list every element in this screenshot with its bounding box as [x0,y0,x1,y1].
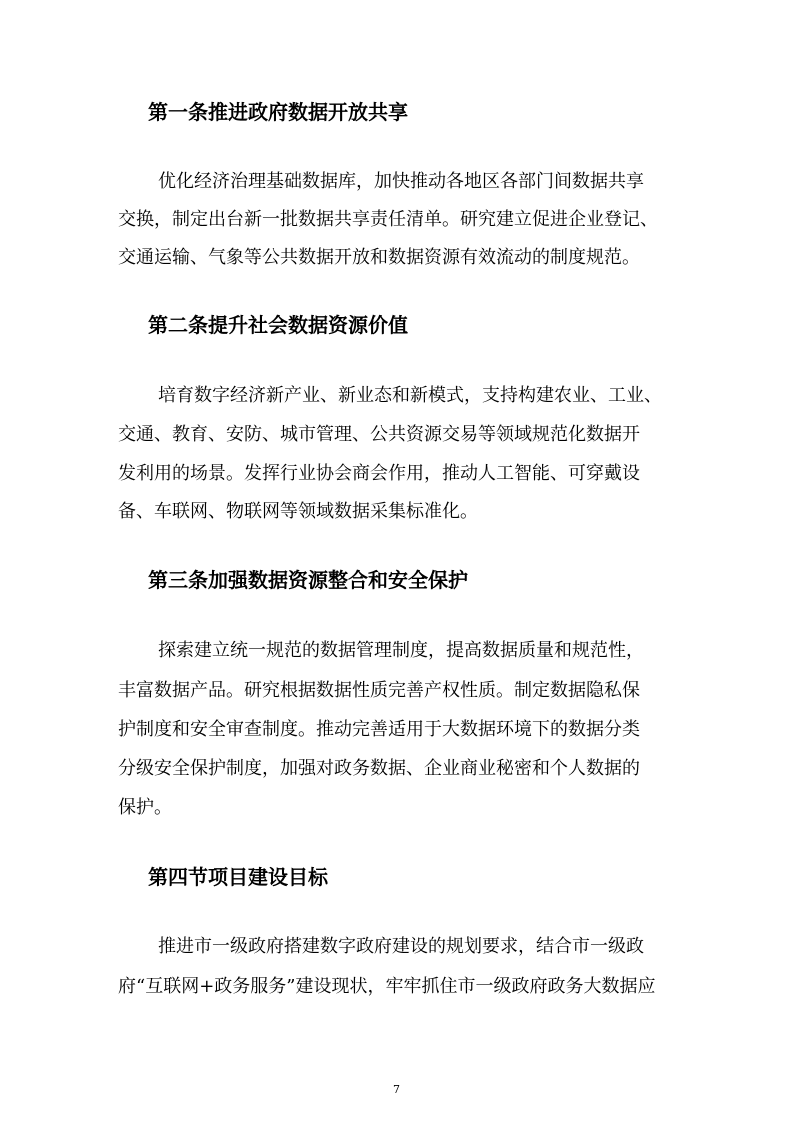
section-2-heading: 第二条提升社会数据资源价值 [148,313,408,337]
section-3-line-3: 护制度和安全审查制度。推动完善适用于大数据环境下的数据分类 [118,719,640,740]
section-2-line-1: 培育数字经济新产业、新业态和新模式，支持构建农业、工业、 [158,385,662,406]
page-number: 7 [393,1083,400,1096]
section-3-line-5: 保护。 [118,797,172,818]
section-4-line-1: 推进市一级政府搭建数字政府建设的规划要求，结合市一级政 [158,936,644,957]
section-2-line-4: 备、车联网、物联网等领域数据采集标准化。 [118,501,478,522]
section-1-line-1: 优化经济治理基础数据库，加快推动各地区各部门间数据共享 [158,171,644,192]
section-2-line-3: 发利用的场景。发挥行业协会商会作用，推动人工智能、可穿戴设 [118,463,640,484]
section-1-line-2: 交换，制定出台新一批数据共享责任清单。研究建立促进企业登记、 [118,209,658,230]
section-3-heading: 第三条加强数据资源整合和安全保护 [148,568,468,592]
section-3-line-2: 丰富数据产品。研究根据数据性质完善产权性质。制定数据隐私保 [118,680,640,701]
section-1-heading: 第一条推进政府数据开放共享 [148,100,408,124]
section-1-line-3: 交通运输、气象等公共数据开放和数据资源有效流动的制度规范。 [118,247,640,268]
section-3-line-4: 分级安全保护制度，加强对政务数据、企业商业秘密和个人数据的 [118,758,640,779]
section-4-heading: 第四节项目建设目标 [148,865,328,889]
section-4-line-2: 府“互联网+政务服务”建设现状，牢牢抓住市一级政府政务大数据应 [118,976,656,997]
section-2-line-2: 交通、教育、安防、城市管理、公共资源交易等领域规范化数据开 [118,424,640,445]
section-3-line-1: 探索建立统一规范的数据管理制度，提高数据质量和规范性， [158,640,644,661]
